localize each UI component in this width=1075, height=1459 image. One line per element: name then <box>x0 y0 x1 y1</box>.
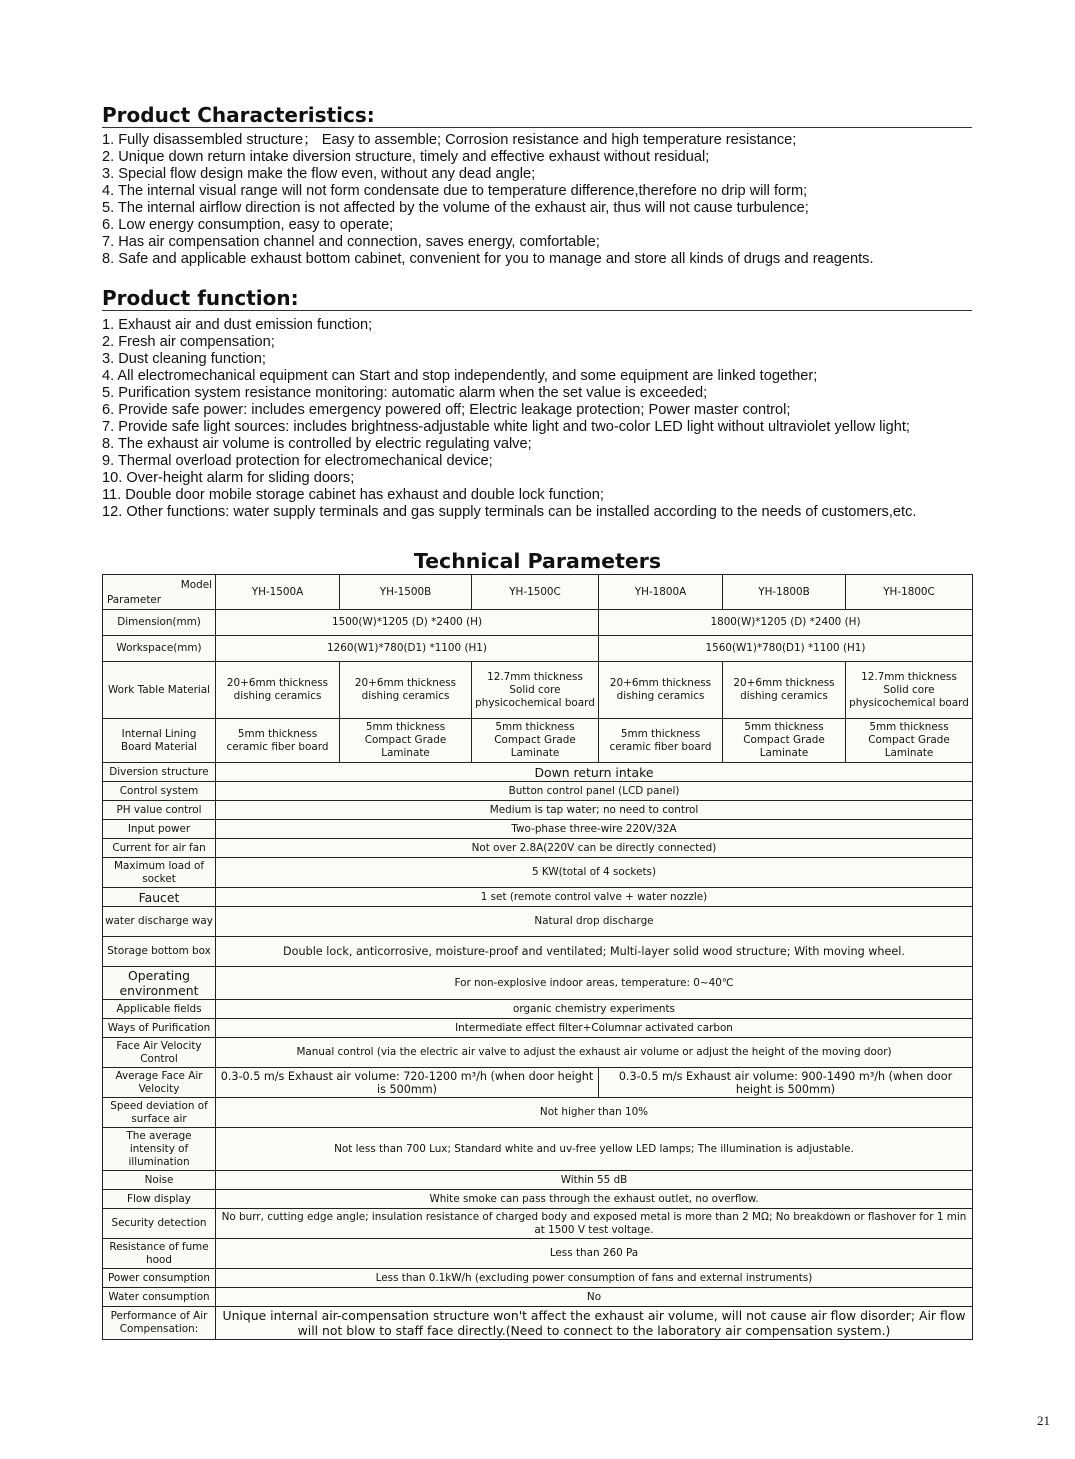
table-row <box>103 1307 973 1340</box>
row-label: water discharge way <box>103 907 216 937</box>
row-value: Medium is tap water; no need to control <box>216 801 973 820</box>
row-value: 5mm thickness Compact Grade Laminate <box>723 719 846 763</box>
row-label: Operating environment <box>103 967 216 1000</box>
list-item: 1. Exhaust air and dust emission function; <box>102 317 373 333</box>
list-item: 1. Fully disassembled structure； Easy to assemble; Corrosion resistance and high temperature resistance; <box>102 132 797 148</box>
list-item: 5. The internal airflow direction is not affected by the volume of the exhaust air, thus will not cause turbulence; <box>102 200 809 216</box>
table-row <box>103 1190 973 1209</box>
row-value: No <box>216 1288 973 1307</box>
page-number: 21 <box>1037 1413 1050 1428</box>
table-row <box>103 839 973 858</box>
table-row <box>103 1128 973 1171</box>
row-label: Storage bottom box <box>103 937 216 967</box>
table-row <box>103 967 973 1000</box>
row-label: Power consumption <box>103 1269 216 1288</box>
model-header: YH-1500B <box>340 575 472 610</box>
list-item: 3. Special flow design make the flow even, without any dead angle; <box>102 166 536 182</box>
list-item: 4. All electromechanical equipment can Start and stop independently, and some equipment are linked together; <box>102 368 818 384</box>
row-label: Maximum load of socket <box>103 858 216 888</box>
row-label: Average Face Air Velocity <box>103 1068 216 1098</box>
table-row <box>103 1171 973 1190</box>
row-label: Resistance of fume hood <box>103 1239 216 1269</box>
row-value: Natural drop discharge <box>216 907 973 937</box>
list-item: 12. Other functions: water supply terminals and gas supply terminals can be installed according to the needs of customers,etc. <box>102 504 917 520</box>
row-value: Double lock, anticorrosive, moisture-proof and ventilated; Multi-layer solid wood structure; With moving wheel. <box>216 937 973 967</box>
row-label: PH value control <box>103 801 216 820</box>
table-row <box>103 1038 973 1068</box>
table-row <box>103 820 973 839</box>
table-row <box>103 782 973 801</box>
model-header: YH-1800C <box>846 575 973 610</box>
row-label: Speed deviation of surface air <box>103 1098 216 1128</box>
row-label: Noise <box>103 1171 216 1190</box>
list-item: 8. Safe and applicable exhaust bottom cabinet, convenient for you to manage and store all kinds of drugs and reagents. <box>102 251 874 267</box>
characteristics-heading: Product Characteristics: <box>102 103 972 128</box>
row-value: 5 KW(total of 4 sockets) <box>216 858 973 888</box>
technical-parameters-table <box>102 574 973 1340</box>
row-value: 20+6mm thickness dishing ceramics <box>216 662 340 719</box>
row-value: Unique internal air-compensation structure won't affect the exhaust air volume, will not cause air flow disorder; Air flow will not blow to staff face directly.(Need to connect to the laboratory air compensation system.) <box>216 1307 973 1340</box>
row-value: For non-explosive indoor areas, temperature: 0~40℃ <box>216 967 973 1000</box>
list-item: 8. The exhaust air volume is controlled by electric regulating valve; <box>102 436 532 452</box>
list-item: 6. Low energy consumption, easy to operate; <box>102 217 394 233</box>
list-item: 4. The internal visual range will not form condensate due to temperature difference,therefore no drip will form; <box>102 183 808 199</box>
functions-list <box>102 317 972 521</box>
row-value: 1800(W)*1205 (D) *2400 (H) <box>599 610 973 636</box>
row-label: Applicable fields <box>103 1000 216 1019</box>
row-value: Manual control (via the electric air valve to adjust the exhaust air volume or adjust the height of the moving door) <box>216 1038 973 1068</box>
model-parameter-header <box>103 575 216 610</box>
row-value: Down return intake <box>216 763 973 782</box>
row-label: Flow display <box>103 1190 216 1209</box>
row-value: 20+6mm thickness dishing ceramics <box>599 662 723 719</box>
list-item: 2. Unique down return intake diversion structure, timely and effective exhaust without residual; <box>102 149 710 165</box>
table-row <box>103 1209 973 1239</box>
table-row <box>103 1269 973 1288</box>
row-label: Ways of Purification <box>103 1019 216 1038</box>
table-row <box>103 858 973 888</box>
row-value: 1260(W1)*780(D1) *1100 (H1) <box>216 636 599 662</box>
row-label: Faucet <box>103 888 216 907</box>
header-parameter: Parameter <box>107 594 162 606</box>
row-value: Not higher than 10% <box>216 1098 973 1128</box>
row-value: Within 55 dB <box>216 1171 973 1190</box>
model-header: YH-1800A <box>599 575 723 610</box>
row-value: 5mm thickness ceramic fiber board <box>599 719 723 763</box>
row-label: Dimension(mm) <box>103 610 216 636</box>
table-row <box>103 719 973 763</box>
row-label: Face Air Velocity Control <box>103 1038 216 1068</box>
table-row <box>103 1000 973 1019</box>
model-header: YH-1800B <box>723 575 846 610</box>
row-label: Security detection <box>103 1209 216 1239</box>
table-row <box>103 801 973 820</box>
row-value: Less than 0.1kW/h (excluding power consumption of fans and external instruments) <box>216 1269 973 1288</box>
row-label: Current for air fan <box>103 839 216 858</box>
table-row <box>103 610 973 636</box>
row-label: Input power <box>103 820 216 839</box>
table-row <box>103 1239 973 1269</box>
row-label: Workspace(mm) <box>103 636 216 662</box>
table-row <box>103 1019 973 1038</box>
row-value: Not less than 700 Lux; Standard white and uv-free yellow LED lamps; The illumination is adjustable. <box>216 1128 973 1171</box>
row-value: 20+6mm thickness dishing ceramics <box>723 662 846 719</box>
list-item: 6. Provide safe power: includes emergency powered off; Electric leakage protection; Power master control; <box>102 402 791 418</box>
row-label: Work Table Material <box>103 662 216 719</box>
row-value: 1560(W1)*780(D1) *1100 (H1) <box>599 636 973 662</box>
model-header: YH-1500C <box>472 575 599 610</box>
row-label: Internal Lining Board Material <box>103 719 216 763</box>
row-value: 12.7mm thickness Solid core physicochemical board <box>472 662 599 719</box>
list-item: 7. Has air compensation channel and connection, saves energy, comfortable; <box>102 234 600 250</box>
table-row <box>103 763 973 782</box>
row-value: 0.3-0.5 m/s Exhaust air volume: 720-1200 m³/h (when door height is 500mm) <box>216 1068 599 1098</box>
row-value: 1500(W)*1205 (D) *2400 (H) <box>216 610 599 636</box>
list-item: 7. Provide safe light sources: includes brightness-adjustable white light and two-color LED light without ultraviolet yellow light; <box>102 419 910 435</box>
row-value: 5mm thickness Compact Grade Laminate <box>846 719 973 763</box>
table-row <box>103 1098 973 1128</box>
row-value: 5mm thickness Compact Grade Laminate <box>340 719 472 763</box>
header-model: Model <box>180 579 212 591</box>
row-label: Diversion structure <box>103 763 216 782</box>
table-row <box>103 937 973 967</box>
row-value: 20+6mm thickness dishing ceramics <box>340 662 472 719</box>
table-row <box>103 662 973 719</box>
row-label: Performance of Air Compensation: <box>103 1307 216 1340</box>
row-value: Button control panel (LCD panel) <box>216 782 973 801</box>
row-value: organic chemistry experiments <box>216 1000 973 1019</box>
row-value: Not over 2.8A(220V can be directly connected) <box>216 839 973 858</box>
row-value: Two-phase three-wire 220V/32A <box>216 820 973 839</box>
list-item: 9. Thermal overload protection for electromechanical device; <box>102 453 493 469</box>
model-header: YH-1500A <box>216 575 340 610</box>
row-value: White smoke can pass through the exhaust outlet, no overflow. <box>216 1190 973 1209</box>
table-row <box>103 1288 973 1307</box>
row-value: 1 set (remote control valve + water nozzle) <box>216 888 973 907</box>
row-label: Water consumption <box>103 1288 216 1307</box>
row-value: 5mm thickness ceramic fiber board <box>216 719 340 763</box>
characteristics-list <box>102 132 972 268</box>
technical-title: Technical Parameters <box>413 549 662 573</box>
functions-heading: Product function: <box>102 286 972 311</box>
list-item: 3. Dust cleaning function; <box>102 351 266 367</box>
row-value: Intermediate effect filter+Columnar activated carbon <box>216 1019 973 1038</box>
row-label: Control system <box>103 782 216 801</box>
list-item: 10. Over-height alarm for sliding doors; <box>102 470 355 486</box>
row-value: 5mm thickness Compact Grade Laminate <box>472 719 599 763</box>
list-item: 11. Double door mobile storage cabinet has exhaust and double lock function; <box>102 487 604 503</box>
table-row <box>103 907 973 937</box>
table-row <box>103 1068 973 1098</box>
row-value: No burr, cutting edge angle; insulation resistance of charged body and exposed metal is more than 2 MΩ; No breakdown or flashover for 1 min at 1500 V test voltage. <box>216 1209 973 1239</box>
row-label: The average intensity of illumination <box>103 1128 216 1171</box>
table-row <box>103 636 973 662</box>
row-value: Less than 260 Pa <box>216 1239 973 1269</box>
row-value: 12.7mm thickness Solid core physicochemical board <box>846 662 973 719</box>
row-value: 0.3-0.5 m/s Exhaust air volume: 900-1490 m³/h (when door height is 500mm) <box>599 1068 973 1098</box>
list-item: 5. Purification system resistance monitoring: automatic alarm when the set value is exceeded; <box>102 385 708 401</box>
list-item: 2. Fresh air compensation; <box>102 334 275 350</box>
table-row <box>103 575 973 610</box>
table-row <box>103 888 973 907</box>
